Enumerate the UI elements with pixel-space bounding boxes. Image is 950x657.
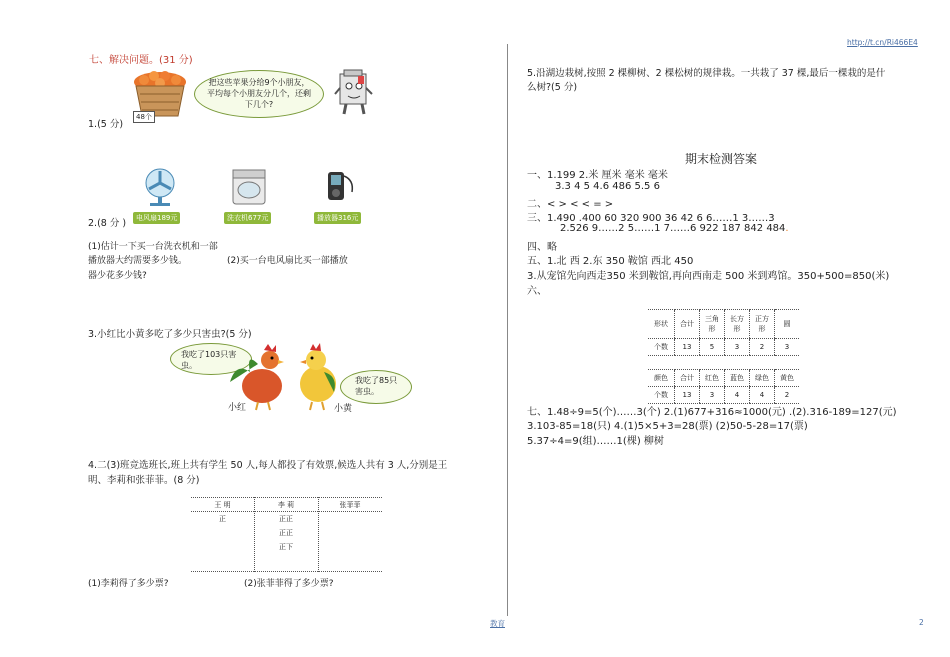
shape-table-cell: 正方形 <box>750 310 775 339</box>
shape-table-cell: 2 <box>750 339 775 356</box>
washer-price-tag: 洗衣机677元 <box>224 212 271 224</box>
apple-count-tag: 48个 <box>133 111 155 123</box>
shape-table-cell: 合计 <box>675 310 700 339</box>
color-count-table <box>648 369 799 404</box>
vote-tally-table <box>191 497 382 572</box>
color-table-cell: 黄色 <box>775 370 800 387</box>
vote-tally-lili-3: 正下 <box>279 543 293 551</box>
q4-text-line1: 4.二(3)班竞选班长,班上共有学生 50 人,每人都投了有效票,候选人共有 3 人,分别是王 <box>88 460 448 471</box>
page-divider <box>507 44 508 616</box>
color-table-header-row <box>648 370 799 387</box>
robot-character <box>334 68 374 118</box>
answer-line-6: 四、略 <box>527 242 557 253</box>
shape-table-cell: 5 <box>700 339 725 356</box>
answer-line-5-text: 2.526 9……2 5……1 7……6 922 187 842 484 <box>560 223 786 234</box>
color-table-cell: 13 <box>675 387 700 404</box>
answer-line-7: 五、1.北 西 2.东 350 鞍馆 西北 450 <box>527 256 694 267</box>
player-icon <box>318 166 358 206</box>
answer-line-4: 三、1.490 .400 60 320 900 36 42 6 6……1 3……3 <box>527 213 775 224</box>
vote-header-wangming: 王 明 <box>214 501 231 509</box>
shape-table-cell: 3 <box>725 339 750 356</box>
shape-table-cell: 长方形 <box>725 310 750 339</box>
color-table-cell: 4 <box>750 387 775 404</box>
q1-label: 1.(5 分) <box>88 119 124 130</box>
q5-line1: 5.沿湖边栽树,按照 2 棵柳树、2 棵松树的规律栽。一共栽了 37 棵,最后一棵栽的是什 <box>527 68 886 79</box>
q2-sub2-line2: 器少花多少钱? <box>88 271 147 281</box>
orange-dot-mark: . <box>785 223 789 234</box>
color-table-cell: 4 <box>725 387 750 404</box>
player-price-tag: 播放器316元 <box>314 212 361 224</box>
vote-header-lili: 李 莉 <box>277 501 295 509</box>
q2-label: 2.(8 分 ) <box>88 218 127 229</box>
color-table-count-row <box>648 387 799 404</box>
q4-sub1: (1)李莉得了多少票? <box>88 579 169 589</box>
shape-table-header-row <box>648 310 799 339</box>
color-table-cell: 个数 <box>648 387 675 404</box>
color-table-cell: 蓝色 <box>725 370 750 387</box>
q1-bubble-text: 把这些苹果分给9个小朋友，平均每个小朋友分几个，还剩下几个? <box>207 78 311 109</box>
q1-speech-bubble <box>194 70 324 118</box>
answer-seven-line-1: 七、1.48÷9=5(个)……3(个) 2.(1)677+316≈1000(元) .(2).316-189=127(元) <box>527 407 897 418</box>
color-table-cell: 绿色 <box>750 370 775 387</box>
fan-icon <box>140 167 180 207</box>
washing-machine-icon <box>229 166 269 206</box>
color-table-cell: 3 <box>700 387 725 404</box>
q3-bubble-right-text: 我吃了85只害虫。 <box>355 376 398 396</box>
q3-name-left: 小红 <box>228 403 247 413</box>
shape-count-table <box>648 309 799 356</box>
answer-line-2: 3.3 4 5 4.6 486 5.5 6 <box>555 181 660 192</box>
footer-link[interactable]: 教育 <box>490 619 505 628</box>
shape-table-cell: 形状 <box>648 310 675 339</box>
vote-header-zhangfeifei: 张菲菲 <box>339 501 361 509</box>
shape-table-cell: 三角形 <box>700 310 725 339</box>
q4-text-line2: 明、李莉和张菲菲。(8 分) <box>88 475 200 486</box>
q3-bubble-left-text: 我吃了103只害虫。 <box>181 350 237 370</box>
color-table-cell: 合计 <box>675 370 700 387</box>
q3-label: 3.小红比小黄多吃了多少只害虫?(5 分) <box>88 329 252 340</box>
color-table-cell: 颜色 <box>648 370 675 387</box>
q2-sub2-line1: (2)买一台电风扇比买一部播放 <box>227 256 348 266</box>
q2-sub1-line1: (1)估计一下买一台洗衣机和一部 <box>88 242 218 252</box>
color-table-cell: 红色 <box>700 370 725 387</box>
shape-table-count-row <box>648 339 799 356</box>
answer-line-9: 六、 <box>527 286 547 297</box>
shape-table-cell: 个数 <box>648 339 675 356</box>
page-number: 2 <box>919 618 924 627</box>
q3-bubble-right <box>340 370 412 404</box>
color-table-cell: 2 <box>775 387 800 404</box>
q2-sub1-line2: 播放器大约需要多少钱。 <box>88 256 188 266</box>
answer-line-1: 一、1.199 2.米 厘米 毫米 毫米 <box>527 170 668 181</box>
vote-tally-wangming: 正 <box>219 515 226 523</box>
answer-line-8: 3.从宠馆先向西走350 米到鞍馆,再向西南走 500 米到鸡馆。350+500=850(米) <box>527 271 890 282</box>
q5-line2: 么树?(5 分) <box>527 82 578 93</box>
shape-table-cell: 3 <box>775 339 800 356</box>
answer-seven-line-3: 5.37÷4=9(组)……1(棵) 柳树 <box>527 436 664 447</box>
answer-title: 期末检测答案 <box>685 152 758 166</box>
q3-name-right: 小黄 <box>334 404 353 414</box>
q4-sub2: (2)张菲菲得了多少票? <box>244 579 334 589</box>
vote-tally-lili-2: 正正 <box>279 529 293 537</box>
shape-table-cell: 13 <box>675 339 700 356</box>
answer-seven-line-2: 3.103-85=18(只) 4.(1)5×5+3=28(票) (2)50-5-28=17(票) <box>527 421 808 432</box>
fan-price-tag: 电风扇189元 <box>133 212 180 224</box>
answer-line-3: 二、< > < < = > <box>527 199 614 210</box>
section-title: 七、解决问题。(31 分) <box>89 55 193 66</box>
header-link[interactable]: http://t.cn/Ri466E4 <box>847 38 918 47</box>
shape-table-cell: 圆 <box>775 310 800 339</box>
vote-tally-lili-1: 正正 <box>279 515 293 523</box>
answer-line-5 <box>560 223 789 234</box>
